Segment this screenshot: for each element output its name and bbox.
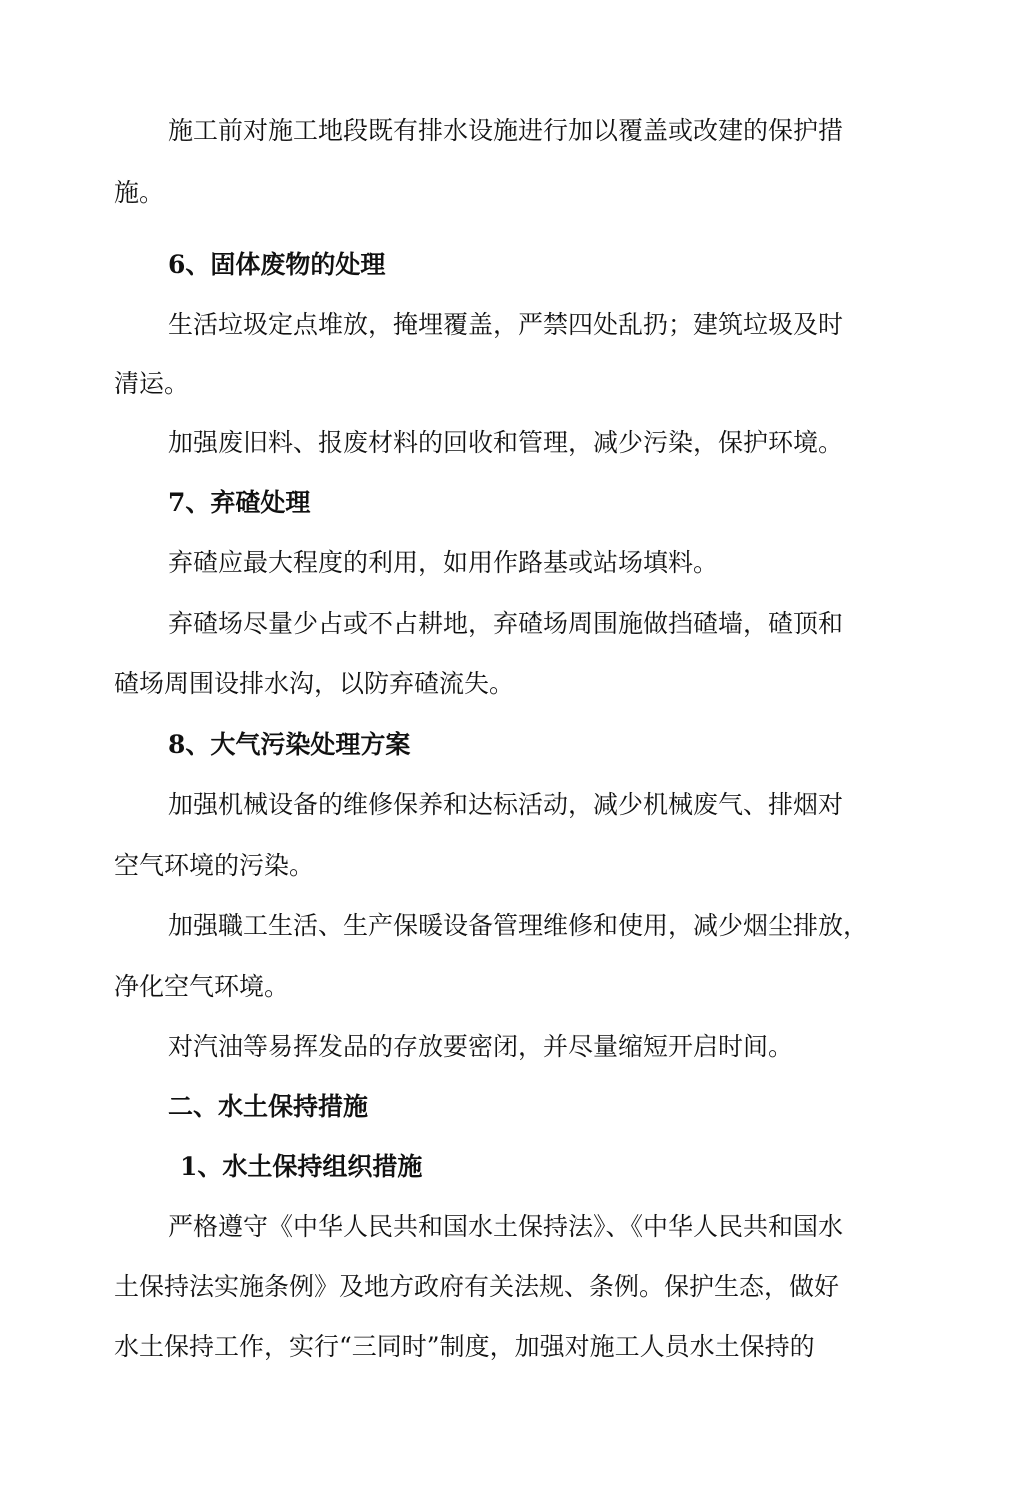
paragraph-line: 碴场周围设排水沟，以防弃碴流失。 [114, 669, 515, 698]
chapter-heading: 二、水土保持措施 [168, 1092, 369, 1121]
paragraph-line: 严格遵守《中华人民共和国水土保持法》、《中华人民共和国水 [168, 1212, 844, 1241]
paragraph-line: 对汽油等易挥发品的存放要密闭，并尽量缩短开启时间。 [168, 1032, 794, 1061]
section-heading: 1、水土保持组织措施 [180, 1152, 423, 1181]
paragraph-line: 施工前对施工地段既有排水设施进行加以覆盖或改建的保护措 [168, 116, 844, 145]
paragraph-line: 土保持法实施条例》及地方政府有关法规、条例。保护生态，做好 [114, 1272, 840, 1301]
paragraph-line: 弃碴应最大程度的利用，如用作路基或站场填料。 [168, 548, 719, 577]
section-heading: 6、固体废物的处理 [168, 250, 386, 279]
paragraph-line: 加强職工生活、生产保暖设备管理维修和使用，减少烟尘排放， [168, 911, 869, 940]
paragraph-line: 空气环境的污染。 [114, 851, 315, 880]
section-heading: 7、弃碴处理 [168, 488, 311, 517]
paragraph-line: 清运。 [114, 369, 190, 398]
paragraph-line: 施。 [114, 178, 165, 207]
paragraph-line: 水土保持工作，实行“三同时”制度，加强对施工人员水土保持的 [114, 1332, 815, 1361]
paragraph-line: 生活垃圾定点堆放，掩埋覆盖，严禁四处乱扔；建筑垃圾及时 [168, 310, 844, 339]
paragraph-line: 加强废旧料、报废材料的回收和管理，减少污染，保护环境。 [168, 428, 844, 457]
section-heading: 8、大气污染处理方案 [168, 730, 411, 759]
paragraph-line: 加强机械设备的维修保养和达标活动，减少机械废气、排烟对 [168, 790, 844, 819]
paragraph-line: 净化空气环境。 [114, 972, 290, 1001]
paragraph-line: 弃碴场尽量少占或不占耕地，弃碴场周围施做挡碴墙，碴顶和 [168, 609, 844, 638]
